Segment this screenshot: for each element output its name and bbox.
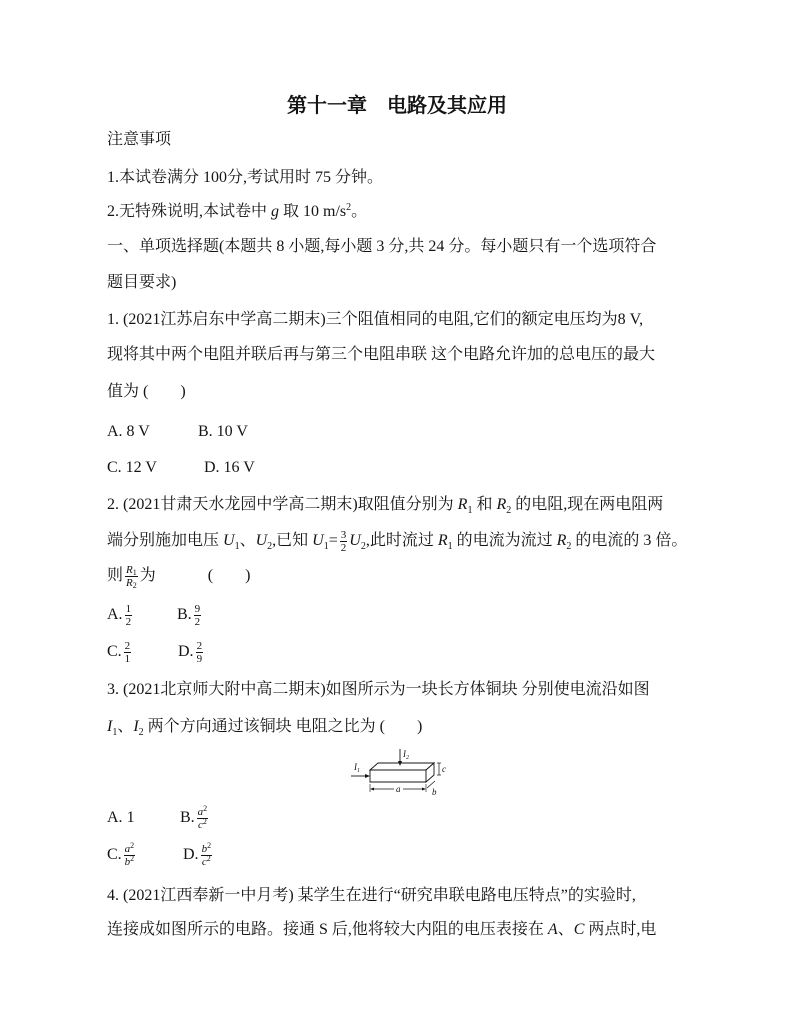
subscript: 2 (267, 541, 273, 552)
voltage-symbol: U (255, 532, 268, 549)
subscript: 1 (234, 541, 240, 552)
block-top-face (370, 763, 434, 770)
subscript: 2 (132, 580, 137, 590)
fraction (124, 840, 136, 868)
fraction (197, 803, 209, 831)
denominator: 9 (196, 652, 203, 665)
length-symbol: c (201, 855, 207, 868)
text-run: 。 (351, 203, 368, 220)
question-2-option-b (177, 602, 203, 628)
subscript: 2 (506, 505, 512, 516)
fraction (196, 640, 204, 665)
denominator (125, 576, 138, 589)
subscript: 2 (360, 541, 366, 552)
resistance-symbol: R (126, 563, 133, 576)
superscript: 2 (130, 840, 135, 850)
question-1-line-1: 1. (2021江苏启东中学高二期末)三个阻值相同的电阻,它们的额定电压均为8 V, (107, 311, 644, 328)
voltage-symbol: U (223, 532, 235, 549)
question-1-option-c: C. 12 V (107, 459, 157, 476)
fraction (125, 603, 133, 628)
dimension-a-label: a (396, 784, 401, 794)
superscript: 2 (346, 202, 352, 213)
subscript: 1 (112, 727, 118, 738)
question-1-line-2: 现将其中两个电阻并联后再与第三个电阻串联 这个电路允许加的总电压的最大 (107, 346, 656, 363)
resistance-ratio-fraction (125, 564, 138, 589)
denominator: 2 (340, 541, 347, 554)
numerator (125, 564, 138, 576)
question-2-option-c (107, 639, 133, 665)
superscript: 2 (206, 853, 211, 863)
fraction (124, 640, 132, 665)
numerator: 2 (196, 639, 203, 652)
question-2-line-3 (107, 563, 251, 590)
text-run: 的电阻,现在两电阻两 (511, 496, 664, 513)
text-run: 2. (2021甘肃天水龙园中学高二期末)取阻值分别为 (107, 496, 458, 513)
length-symbol: b (201, 842, 208, 855)
question-3-option-c (107, 840, 137, 868)
text-run: 取 10 m/s (279, 203, 347, 220)
superscript: 2 (203, 803, 208, 813)
option-label: A. (107, 606, 123, 623)
fraction (340, 529, 348, 554)
section-heading-line-1: 一、单项选择题(本题共 8 小题,每小题 3 分,共 24 分。每小题只有一个选项符合 (107, 238, 657, 255)
text-run: 则 (107, 567, 124, 584)
numerator (124, 840, 136, 855)
question-2-line-1 (107, 495, 663, 515)
denominator (197, 818, 208, 831)
question-4-line-2 (107, 920, 656, 940)
text-run: ,已知 (272, 532, 313, 549)
text-run: 的电流为流过 (452, 532, 557, 549)
point-label: C (573, 921, 585, 938)
copper-block-figure (350, 748, 450, 798)
current-symbol: I (107, 718, 113, 735)
numerator: 9 (194, 602, 201, 615)
length-symbol: a (197, 805, 204, 818)
numerator: 3 (340, 528, 347, 541)
text-run: 和 (472, 496, 497, 513)
numerator: 2 (124, 639, 131, 652)
option-value: 1 (126, 809, 135, 826)
question-3-line-2 (107, 717, 422, 737)
text-run: 、 (117, 718, 134, 735)
notice-item-1: 1.本试卷满分 100分,考试用时 75 分钟。 (107, 169, 384, 186)
current-symbol: I (354, 762, 357, 772)
length-symbol: c (197, 818, 203, 831)
current-i1-label (353, 762, 360, 774)
point-label: A (547, 921, 558, 938)
denominator (124, 855, 136, 868)
text-run: 端分别施加电压 (107, 532, 224, 549)
subscript: 1 (323, 541, 329, 552)
dimension-a-arrowhead (370, 788, 374, 791)
current-symbol: I (133, 718, 139, 735)
fraction (201, 840, 213, 868)
denominator (201, 855, 212, 868)
subscript: 1 (357, 768, 360, 774)
subscript: 1 (467, 505, 473, 516)
text-run: 、 (239, 532, 256, 549)
current-i2-label (402, 749, 409, 761)
subscript: 1 (447, 541, 453, 552)
subscript: 2 (138, 727, 144, 738)
question-2-option-d (178, 639, 205, 665)
notice-item-2 (107, 202, 367, 222)
current-symbol: I (403, 749, 406, 759)
text-run: 的电流的 3 倍。 (571, 532, 688, 549)
chapter-title: 第十一章 电路及其应用 (287, 93, 507, 117)
length-symbol: b (124, 855, 131, 868)
block-front-face (370, 770, 426, 782)
answer-blank: ( ) (207, 567, 251, 584)
text-run: 两点时,电 (584, 921, 657, 938)
section-heading-line-2: 题目要求) (107, 274, 177, 291)
question-2-option-a (107, 602, 134, 628)
gravity-symbol: g (271, 203, 280, 220)
resistance-symbol: R (437, 532, 448, 549)
question-3-option-a (107, 808, 135, 828)
option-label: C. (107, 643, 122, 660)
question-3-line-1: 3. (2021北京师大附中高二期末)如图所示为一块长方体铜块 分别使电流沿如图 (107, 681, 650, 698)
subscript: 1 (132, 567, 137, 577)
text-run: ,此时流过 (365, 532, 438, 549)
question-3-option-b (180, 803, 210, 831)
denominator: 2 (194, 615, 201, 628)
notice-heading: 注意事项 (107, 131, 172, 148)
question-3-option-d (183, 840, 214, 868)
question-1-option-d: D. 16 V (204, 459, 255, 476)
text-run: 两个方向通过该铜块 电阻之比为 ( ) (143, 718, 423, 735)
resistance-symbol: R (126, 576, 133, 589)
question-4-line-1: 4. (2021江西奉新一中月考) 某学生在进行“研究串联电路电压特点”的实验时, (107, 887, 636, 904)
numerator (197, 803, 209, 818)
question-2-line-2 (107, 528, 688, 554)
superscript: 2 (130, 853, 135, 863)
resistance-symbol: R (496, 496, 507, 513)
superscript: 2 (202, 816, 207, 826)
question-1-line-3: 值为 ( ) (107, 383, 186, 400)
subscript: 2 (406, 755, 409, 761)
dimension-b-label: b (432, 787, 437, 797)
fraction (194, 603, 202, 628)
text-run: 2.无特殊说明,本试卷中 (107, 203, 272, 220)
text-run: 为 (139, 567, 156, 584)
subscript: 2 (566, 541, 572, 552)
resistance-symbol: R (556, 532, 567, 549)
current-i1-arrowhead (365, 774, 370, 778)
dimension-a-arrowhead (422, 788, 426, 791)
voltage-symbol: U (312, 532, 324, 549)
numerator (201, 840, 213, 855)
superscript: 2 (207, 840, 212, 850)
voltage-symbol: U (349, 532, 361, 549)
length-symbol: a (124, 842, 131, 855)
text-run: 、 (557, 921, 574, 938)
numerator: 1 (125, 602, 132, 615)
text-run: 连接成如图所示的电路。接通 S 后,他将较大内阻的电压表接在 (107, 921, 548, 938)
option-label: B. (177, 606, 192, 623)
option-label: D. (178, 643, 194, 660)
denominator: 1 (124, 652, 131, 665)
option-label: C. (107, 846, 122, 863)
option-label: A. (107, 809, 127, 826)
resistance-symbol: R (457, 496, 468, 513)
dimension-c-label: c (442, 764, 446, 774)
question-1-option-a: A. 8 V (107, 423, 150, 440)
question-1-option-b: B. 10 V (198, 423, 248, 440)
equals-sign: = (328, 532, 338, 549)
option-label: B. (180, 809, 195, 826)
denominator: 2 (125, 615, 132, 628)
option-label: D. (183, 846, 199, 863)
